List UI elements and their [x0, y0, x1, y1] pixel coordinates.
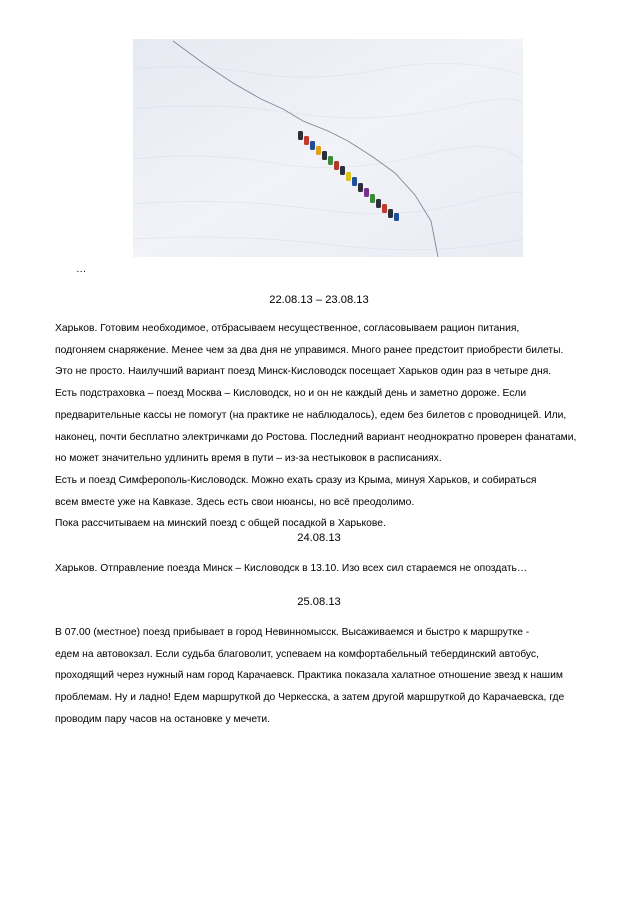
date-heading-2: 24.08.13 — [297, 532, 341, 544]
date-heading-3: 25.08.13 — [297, 596, 341, 608]
ellipsis-marker: … — [76, 264, 87, 275]
snow-background — [133, 39, 523, 257]
date-heading-1: 22.08.13 – 23.08.13 — [269, 294, 369, 306]
paragraph-1: Харьков. Готовим необходимое, отбрасываем несущественное, согласовываем рацион питания, подгоняем снаряжение. Менее чем за два дня не управимся. Много ранее предстоит приобрести билеты. Это не просто. Наилучший вариант поезд Минск-Кисловодск посещает Харьков один раз в четыре дня. Есть подстраховка – поезд Москва – Кисловодск, но и он не каждый день и заметно дороже. Если предварительные кассы не помогут (на практике не наблюдалось), едем без билетов с проводницей. Или, наконец, почти бесплатно электричками до Ростова. Последний вариант неоднократно проверен фанатами, но может значительно удлинить время в пути – из-за нестыковок в расписаниях. Есть и поезд Симферополь-Кисловодск. Можно ехать сразу из Крыма, минуя Харьков, и собираться всем вместе уже на Кавказе. Здесь есть свои нюансы, но всё преодолимо. Пока рассчитываем на минский поезд с общей посадкой в Харькове. — [55, 323, 577, 530]
paragraph-2: Харьков. Отправление поезда Минск – Кисловодск в 13.10. Изо всех сил стараемся не опоздать… — [55, 563, 528, 574]
paragraph-3: В 07.00 (местное) поезд прибывает в город Невинномысск. Высаживаемся и быстро к маршрутке - едем на автовокзал. Если судьба благоволит, успеваем на комфортабельный тебердинский автобус, проходящий через нужный нам город Карачаевск. Практика показала халатное отношение звезд к нашим проблемам. Ну и ладно! Едем маршруткой до Черкесска, а затем другой маршруткой до Карачаевска, где проводим пару часов на остановке у мечети. — [55, 627, 565, 725]
snow-slope-photo — [133, 39, 523, 257]
